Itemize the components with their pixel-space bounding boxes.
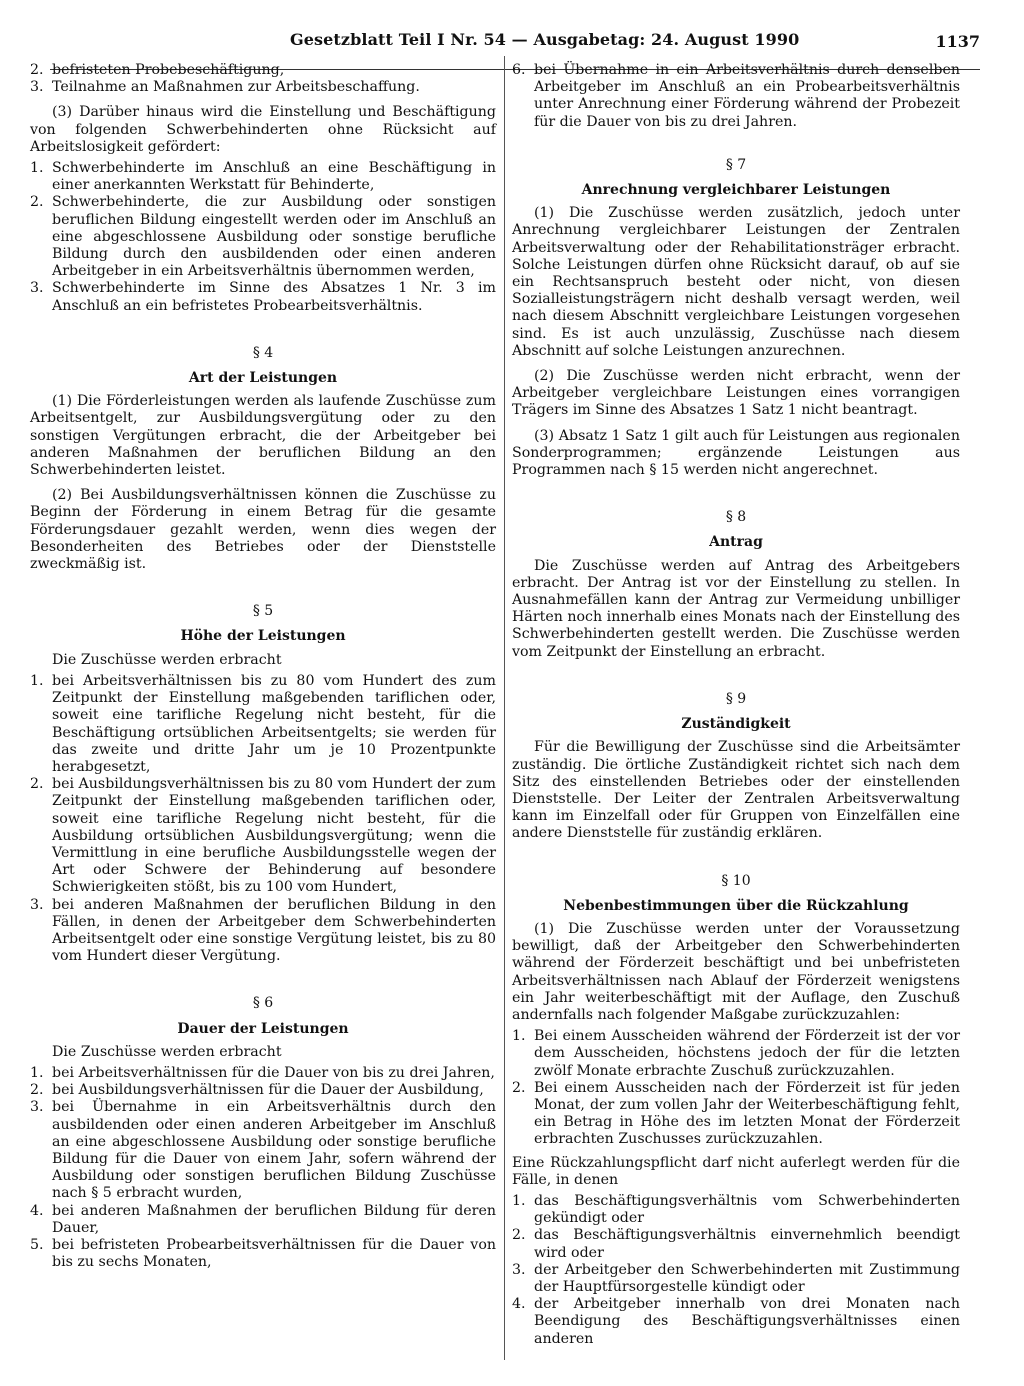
list-item — [30, 194, 496, 280]
list-number: 2. — [30, 62, 44, 78]
section-title: Antrag — [709, 534, 763, 551]
paragraph: (1) Die Zuschüsse werden unter der Voraussetzung bewilligt, daß der Arbeitgeber den Schwerbehinderten während der Förderzeit beschäftigt und bei unbefristeten Arbeitsverhältnissen nach Ablauf der Förderzeit wenigstens ein Jahr weiterbeschäftigt mit der Auflage, den Zuschuß andernfalls nach folgender Maßgabe zurückzuzahlen: — [512, 920, 960, 1023]
list-item — [512, 1193, 960, 1227]
list-item — [30, 1203, 496, 1237]
section-number: § 7 — [725, 156, 747, 173]
s6-list — [30, 1065, 496, 1271]
paragraph: Für die Bewilligung der Zuschüsse sind die Arbeitsämter zuständig. Die örtliche Zuständigkeit richtet sich nach dem Sitz des einstellenden Betriebes oder der einstellenden Dienststelle. Der Leiter der Zentralen Arbeitsverwaltung kann im Einzelfall oder für Gruppen von Einzelfällen eine andere Dienststelle für zuständig erklären. — [512, 739, 960, 842]
list-number: 1. — [512, 1192, 526, 1209]
list-number: 2. — [512, 1079, 526, 1096]
right-column — [512, 62, 960, 1354]
list-item — [512, 1262, 960, 1296]
list-number: 1. — [30, 1064, 44, 1081]
list-number: 1. — [512, 1028, 526, 1045]
list-text: bei Übernahme in ein Arbeitsverhältnis durch den ausbildenden oder einen anderen Arbeitgeber im Anschluß an eine abgeschlossene Ausbildung oder sonstige berufliche Bildung für die Dauer von einem Jahr, sofern während der Ausbildung oder sonstigen beruflichen Bildung Zuschüsse nach § 5 erbracht wurden, — [52, 1099, 496, 1202]
list-item — [512, 1296, 960, 1348]
section-number: § 10 — [721, 872, 751, 889]
list-text: Schwerbehinderte im Anschluß an eine Beschäftigung in einer anerkannten Werkstatt für Behinderte, — [52, 160, 496, 194]
section-title: Art der Leistungen — [188, 370, 338, 387]
left-column — [30, 62, 496, 1277]
list-text: bei Ausbildungsverhältnissen für die Dauer der Ausbildung, — [52, 1082, 484, 1099]
list-number: 3. — [30, 896, 44, 913]
section-title: Dauer der Leistungen — [177, 1020, 349, 1037]
list-text: bei befristeten Probearbeitsverhältnissen für die Dauer von bis zu sechs Monaten, — [52, 1236, 496, 1271]
list-item — [30, 79, 496, 96]
list-text: der Arbeitgeber den Schwerbehinderten mit Zustimmung der Hauptfürsorgestelle kündigt oder — [534, 1261, 960, 1295]
list-item — [30, 1082, 496, 1099]
list-number: 2. — [30, 776, 44, 793]
list-item — [30, 1237, 496, 1271]
section-number: § 6 — [252, 995, 274, 1012]
section-number: § 8 — [725, 509, 747, 526]
list-item — [30, 280, 496, 314]
list-item — [512, 1227, 960, 1261]
list-text: Bei einem Ausscheiden nach der Förderzeit ist für jeden Monat, der zum vollen Jahr der Weiterbeschäftigung fehlt, ein Betrag in Höhe des im letzten Monat der Förderzeit erbrachten Zuschusses zurückzuzahlen. — [534, 1079, 960, 1148]
list-text: Schwerbehinderte im Sinne des Absatzes 1 Nr. 3 im Anschluß an ein befristetes Probearbeitsverhältnis. — [52, 280, 496, 314]
list-text: bei Arbeitsverhältnissen bis zu 80 vom Hundert des zum Zeitpunkt der Einstellung maßgebenden tariflichen oder, soweit eine tarifliche Regelung nicht besteht, für die Beschäftigung ortsüblichen Arbeitsentgelts; sie werden für das zweite und dritte Jahr um je 10 Prozentpunkte herabgesetzt, — [52, 672, 496, 775]
section-heading — [512, 873, 960, 915]
paragraph: (3) Absatz 1 Satz 1 gilt auch für Leistungen aus regionalen Sonderprogrammen; ergänzende Leistungen aus Programmen nach § 15 werden nicht angerechnet. — [512, 427, 960, 479]
page-number: 1137 — [935, 32, 980, 51]
list-item — [30, 160, 496, 194]
list-number: 3. — [30, 1099, 44, 1116]
list-item — [30, 1065, 496, 1082]
list-item — [512, 1028, 960, 1080]
list-text: Schwerbehinderte, die zur Ausbildung oder sonstigen beruflichen Bildung eingestellt werden oder im Anschluß an eine abgeschlossene Ausbildung oder sonstige berufliche Bildung durch den ausbildenden oder einen anderen Arbeitgeber in ein Arbeitsverhältnis übernommen werden, — [52, 194, 496, 280]
list-number: 5. — [30, 1236, 44, 1253]
list-text: Teilnahme an Maßnahmen zur Arbeitsbeschaffung. — [52, 79, 420, 96]
list-number: 1. — [30, 672, 44, 689]
s10-list-2 — [512, 1193, 960, 1348]
paragraph: (2) Die Zuschüsse werden nicht erbracht, wenn der Arbeitgeber vergleichbare Leistungen eines vorrangigen Trägers im Sinne des Absatzes 1 Satz 1 nicht beantragt. — [512, 368, 960, 419]
list-text: bei Übernahme in ein Arbeitsverhältnis durch denselben Arbeitgeber im Anschluß an ein Probearbeitsverhältnis unter Anrechnung einer Förderung während der Probezeit für die Dauer von bis zu drei Jahren. — [534, 62, 960, 130]
list-number: 3. — [30, 280, 44, 297]
page-header — [0, 22, 1024, 52]
s6-continued-list — [512, 62, 960, 131]
section-title: Anrechnung vergleichbarer Leistungen — [581, 182, 891, 199]
paragraph: (1) Die Förderleistungen werden als laufende Zuschüsse zum Arbeitsentgelt, zur Ausbildungsvergütung oder zu den sonstigen Vergütungen erbracht, die der Arbeitgeber bei anderen Maßnahmen der beruflichen Bildung an den Schwerbehinderten leistet. — [30, 393, 496, 479]
section-number: § 4 — [252, 344, 274, 361]
list-item — [512, 62, 960, 131]
section-title: Zuständigkeit — [681, 716, 791, 733]
list-text: Bei einem Ausscheiden während der Förderzeit ist der vor dem Ausscheiden, höchstens jedoch der für die letzten zwölf Monate erbrachte Zuschuß zurückzuzahlen. — [534, 1028, 960, 1079]
section-title: Höhe der Leistungen — [180, 628, 346, 645]
list-text: bei anderen Maßnahmen der beruflichen Bildung in den Fällen, in denen der Arbeitgeber dem Schwerbehinderten Arbeitsentgelt oder eine sonstige Vergütung leistet, bis zu 80 vom Hundert dieser Vergütung. — [52, 896, 496, 965]
list-number: 1. — [30, 160, 44, 177]
list-number: 6. — [512, 62, 526, 78]
list-text: bei Ausbildungsverhältnissen bis zu 80 vom Hundert der zum Zeitpunkt der Einstellung maßgebenden tariflichen oder, soweit eine tarifliche Regelung nicht besteht, für die Ausbildung ortsüblichen Ausbildungsvergütung; wenn die Vermittlung in eine berufliche Ausbildungsstelle wegen der Art oder Schwere der Behinderung auf besondere Schwierigkeiten stößt, bis zu 100 vom Hundert, — [52, 776, 496, 896]
list-number: 4. — [512, 1296, 526, 1313]
top-list — [30, 62, 496, 96]
section-heading — [512, 691, 960, 733]
list-number: 2. — [512, 1227, 526, 1244]
list-item — [30, 1099, 496, 1202]
section-intro: Die Zuschüsse werden erbracht — [52, 1043, 282, 1060]
list-item — [512, 1080, 960, 1149]
paragraph: (1) Die Zuschüsse werden zusätzlich, jedoch unter Anrechnung vergleichbarer Leistungen der Zentralen Arbeitsverwaltung oder der Rehabilitationsträger erbracht. Solche Leistungen dürfen ohne Rücksicht darauf, ob auf sie ein Rechtsanspruch besteht oder nicht, von diesen Sozialleistungsträgern nicht deshalb versagt werden, weil nach diesem Abschnitt vergleichbare Leistungen vorgesehen sind. Es ist auch unzulässig, Zuschüsse nach diesem Abschnitt auf solche Leistungen anzurechnen. — [512, 205, 960, 359]
list-text: befristeten Probebeschäftigung, — [52, 62, 285, 78]
column-divider — [504, 56, 505, 1360]
list-text: das Beschäftigungsverhältnis einvernehmlich beendigt wird oder — [534, 1227, 960, 1261]
section-heading — [30, 345, 496, 387]
paragraph: Eine Rückzahlungspflicht darf nicht auferlegt werden für die Fälle, in denen — [512, 1154, 960, 1188]
section-title: Nebenbestimmungen über die Rückzahlung — [563, 897, 909, 914]
section-heading — [30, 603, 496, 645]
section-heading — [512, 509, 960, 551]
list-item — [30, 62, 496, 79]
paragraph: (2) Bei Ausbildungsverhältnissen können die Zuschüsse zu Beginn der Förderung in einem Betrag für die gesamte Förderungsdauer gezahlt werden, wenn dies wegen der Besonderheiten des Betriebes oder der Dienststelle zweckmäßig ist. — [30, 487, 496, 573]
header-title: Gesetzblatt Teil I Nr. 54 — Ausgabetag: 24. August 1990 — [290, 30, 800, 49]
list-item — [30, 776, 496, 896]
section-heading — [30, 995, 496, 1037]
s10-list — [512, 1028, 960, 1148]
para3-list — [30, 160, 496, 315]
list-text: der Arbeitgeber innerhalb von drei Monaten nach Beendigung des Beschäftigungsverhältnisses einen anderen — [534, 1296, 960, 1347]
list-text: bei Arbeitsverhältnissen für die Dauer von bis zu drei Jahren, — [52, 1064, 495, 1081]
list-text: bei anderen Maßnahmen der beruflichen Bildung für deren Dauer, — [52, 1202, 496, 1236]
list-number: 4. — [30, 1202, 44, 1219]
section-intro: Die Zuschüsse werden erbracht — [52, 651, 282, 668]
list-number: 3. — [30, 79, 44, 96]
s5-list — [30, 673, 496, 965]
section-number: § 9 — [725, 690, 747, 707]
list-number: 2. — [30, 1082, 44, 1099]
list-number: 2. — [30, 194, 44, 211]
list-number: 3. — [512, 1261, 526, 1278]
paragraph: Die Zuschüsse werden auf Antrag des Arbeitgebers erbracht. Der Antrag ist vor der Einstellung zu stellen. In Ausnahmefällen kann der Antrag zur Vermeidung unbilliger Härten noch innerhalb eines Monats nach der Einstellung des Schwerbehinderten gestellt werden. Die Zuschüsse werden vom Zeitpunkt der Einstellung an erbracht. — [512, 557, 960, 660]
section-heading — [512, 157, 960, 199]
list-item — [30, 897, 496, 966]
list-text: das Beschäftigungsverhältnis vom Schwerbehinderten gekündigt oder — [534, 1192, 960, 1227]
section-number: § 5 — [252, 603, 274, 620]
paragraph: (3) Darüber hinaus wird die Einstellung und Beschäftigung von folgenden Schwerbehinderten ohne Rücksicht auf Arbeitslosigkeit gefördert: — [30, 104, 496, 155]
list-item — [30, 673, 496, 776]
